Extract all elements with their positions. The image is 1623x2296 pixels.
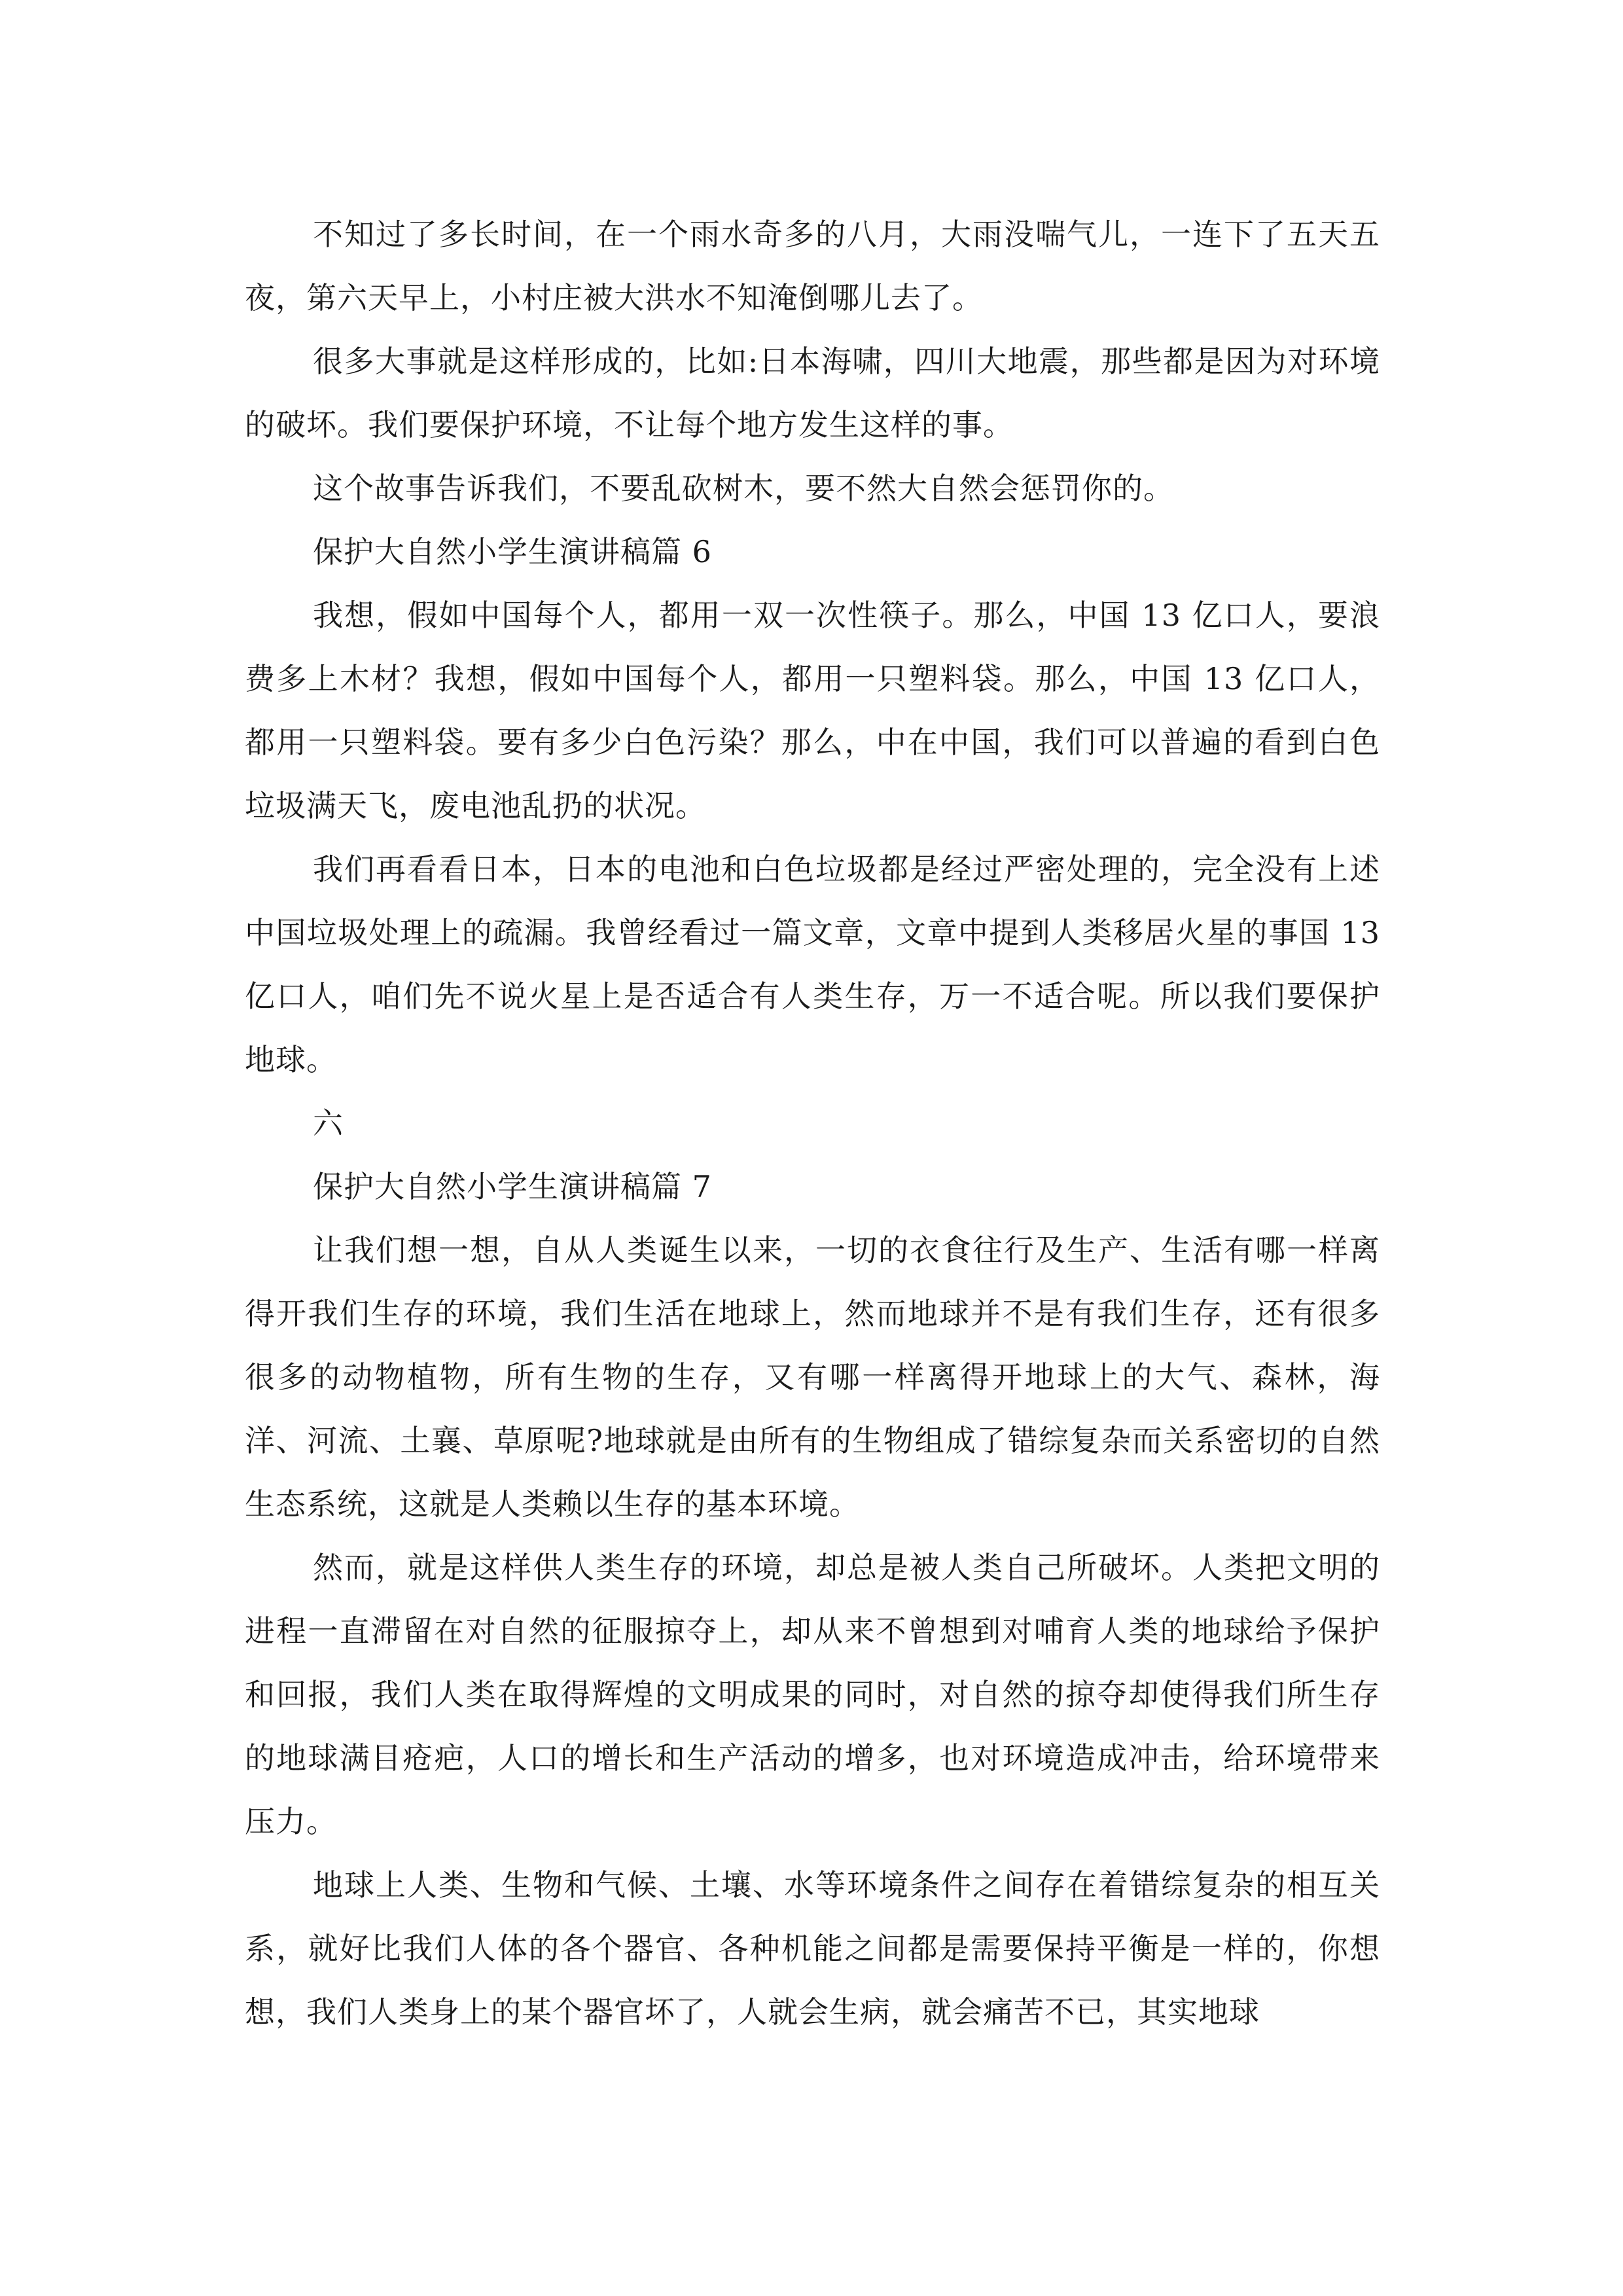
paragraph: 让我们想一想，自从人类诞生以来，一切的衣食往行及生产、生活有哪一样离得开我们生存的环境，我们生活在地球上，然而地球并不是有我们生存，还有很多很多的动物植物，所有生物的生存，又有哪一样离得开地球上的大气、森林，海洋、河流、土襄、草原呢?地球就是由所有的生物组成了错综复杂而关系密切的自然生态系统，这就是人类赖以生存的基本环境。: [245, 1232, 1380, 1522]
paragraph: 这个故事告诉我们，不要乱砍树木，要不然大自然会惩罚你的。: [313, 471, 1174, 506]
paragraph: 很多大事就是这样形成的，比如:日本海啸，四川大地震，那些都是因为对环境的破坏。我们要保护环境，不让每个地方发生这样的事。: [245, 344, 1380, 442]
section-heading: 保护大自然小学生演讲稿篇 7: [313, 1169, 712, 1204]
section-heading: 保护大自然小学生演讲稿篇 6: [313, 534, 712, 569]
paragraph: 不知过了多长时间，在一个雨水奇多的八月，大雨没喘气儿，一连下了五天五夜，第六天早上，小村庄被大洪水不知淹倒哪儿去了。: [245, 217, 1380, 315]
document-body: [245, 203, 1380, 2044]
paragraph: 然而，就是这样供人类生存的环境，却总是被人类自己所破坏。人类把文明的进程一直滞留在对自然的征服掠夺上，却从来不曾想到对哺育人类的地球给予保护和回报，我们人类在取得辉煌的文明成果的同时，对自然的掠夺却使得我们所生存的地球满目疮疤，人口的增长和生产活动的增多，也对环境造成冲击，给环境带来压力。: [245, 1550, 1380, 1839]
paragraph: 我想，假如中国每个人，都用一双一次性筷子。那么，中国 13 亿口人，要浪费多上木材？我想，假如中国每个人，都用一只塑料袋。那么，中国 13 亿口人，都用一只塑料袋。要有多少白色污染？那么，中在中国，我们可以普遍的看到白色垃圾满天飞，废电池乱扔的状况。: [245, 598, 1380, 823]
section-marker: 六: [313, 1105, 344, 1141]
paragraph: 地球上人类、生物和气候、土壤、水等环境条件之间存在着错综复杂的相互关系，就好比我们人体的各个器官、各种机能之间都是需要保持平衡是一样的，你想想，我们人类身上的某个器官坏了，人就会生病，就会痛苦不已，其实地球: [245, 1867, 1380, 2030]
paragraph: 我们再看看日本，日本的电池和白色垃圾都是经过严密处理的，完全没有上述中国垃圾处理上的疏漏。我曾经看过一篇文章，文章中提到人类移居火星的事国 13 亿口人，咱们先不说火星上是否适合有人类生存，万一不适合呢。所以我们要保护地球。: [245, 852, 1380, 1077]
